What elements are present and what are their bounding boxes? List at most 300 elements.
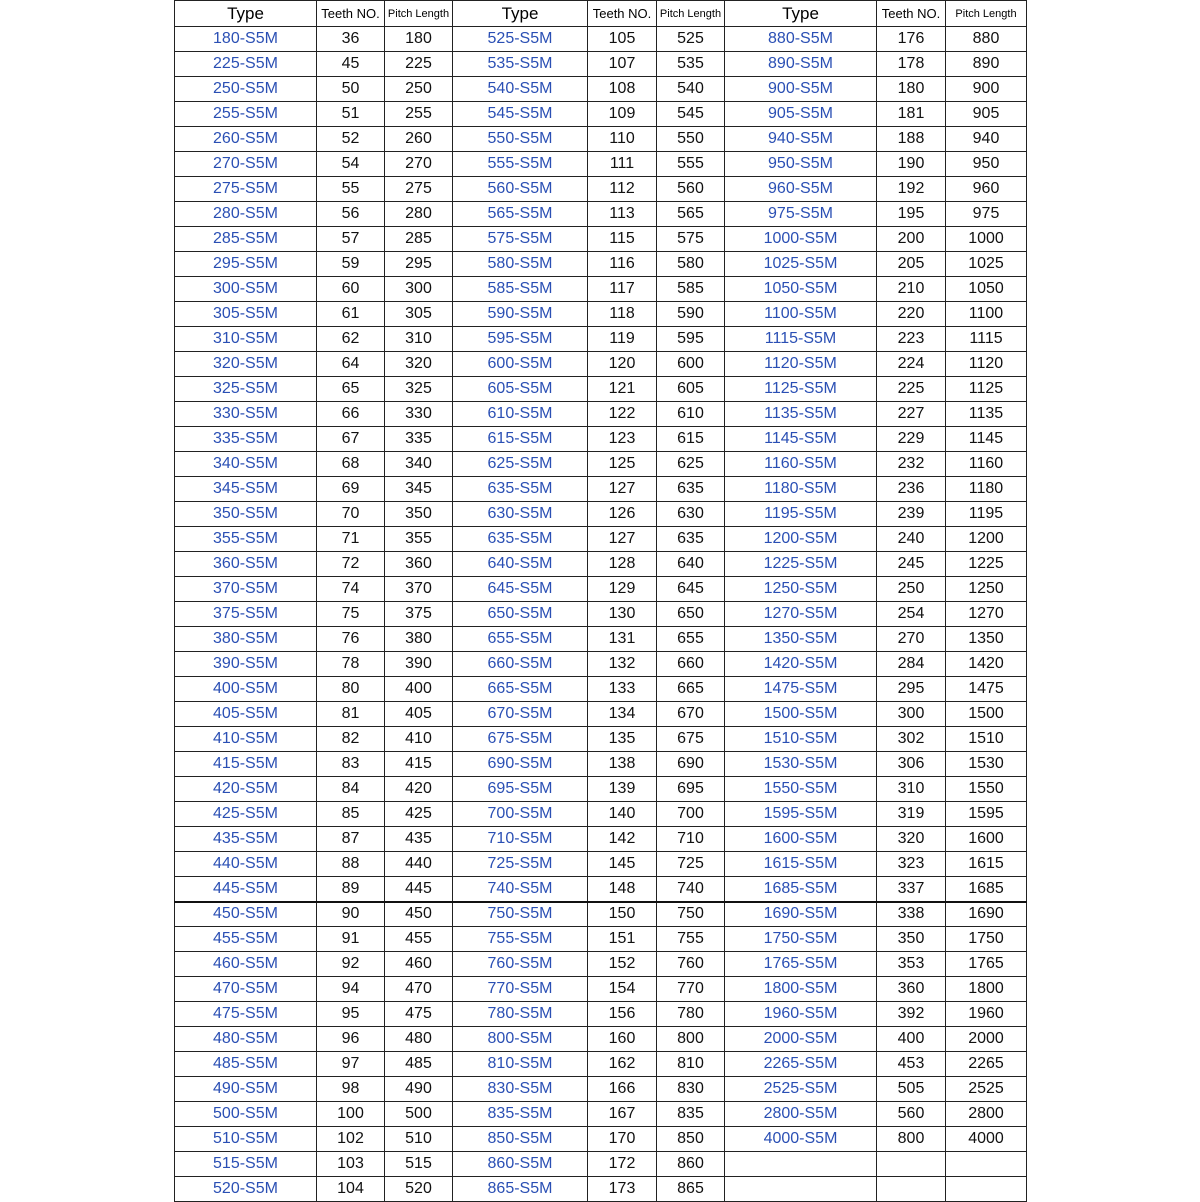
cell-type-group3 xyxy=(725,1177,877,1202)
cell-type-group1: 480-S5M xyxy=(175,1027,317,1052)
cell-pitch-group2: 700 xyxy=(657,802,725,827)
cell-type-group2: 590-S5M xyxy=(453,302,588,327)
cell-pitch-group3: 1800 xyxy=(946,977,1027,1002)
cell-teeth-group3: 245 xyxy=(877,552,946,577)
cell-type-group1: 405-S5M xyxy=(175,702,317,727)
table-row xyxy=(175,1127,1027,1152)
cell-pitch-group2: 610 xyxy=(657,402,725,427)
cell-teeth-group3: 176 xyxy=(877,27,946,52)
cell-pitch-group2: 615 xyxy=(657,427,725,452)
cell-type-group3: 1120-S5M xyxy=(725,352,877,377)
cell-type-group3: 2000-S5M xyxy=(725,1027,877,1052)
cell-pitch-group1: 255 xyxy=(385,102,453,127)
cell-type-group2: 710-S5M xyxy=(453,827,588,852)
table-row xyxy=(175,1002,1027,1027)
cell-teeth-group2: 148 xyxy=(588,877,657,902)
cell-type-group1: 390-S5M xyxy=(175,652,317,677)
col-header-type-2: Type xyxy=(453,1,588,27)
cell-pitch-group1: 470 xyxy=(385,977,453,1002)
cell-type-group1: 440-S5M xyxy=(175,852,317,877)
cell-pitch-group2: 740 xyxy=(657,877,725,902)
cell-teeth-group1: 50 xyxy=(317,77,385,102)
cell-pitch-group1: 310 xyxy=(385,327,453,352)
cell-teeth-group3: 227 xyxy=(877,402,946,427)
cell-teeth-group2: 127 xyxy=(588,527,657,552)
cell-teeth-group3: 229 xyxy=(877,427,946,452)
cell-type-group2: 670-S5M xyxy=(453,702,588,727)
cell-pitch-group3: 1685 xyxy=(946,877,1027,902)
cell-pitch-group2: 560 xyxy=(657,177,725,202)
cell-pitch-group3: 1615 xyxy=(946,852,1027,877)
cell-pitch-group1: 295 xyxy=(385,252,453,277)
cell-teeth-group1: 76 xyxy=(317,627,385,652)
cell-pitch-group3: 940 xyxy=(946,127,1027,152)
cell-type-group2: 665-S5M xyxy=(453,677,588,702)
cell-pitch-group2: 635 xyxy=(657,477,725,502)
belt-spec-table-container xyxy=(174,0,1026,1202)
cell-pitch-group1: 360 xyxy=(385,552,453,577)
cell-type-group2: 550-S5M xyxy=(453,127,588,152)
cell-type-group2: 690-S5M xyxy=(453,752,588,777)
cell-teeth-group2: 119 xyxy=(588,327,657,352)
cell-pitch-group2: 695 xyxy=(657,777,725,802)
cell-pitch-group2: 760 xyxy=(657,952,725,977)
cell-teeth-group1: 71 xyxy=(317,527,385,552)
table-row xyxy=(175,277,1027,302)
table-row xyxy=(175,427,1027,452)
cell-type-group3: 1000-S5M xyxy=(725,227,877,252)
cell-pitch-group2: 770 xyxy=(657,977,725,1002)
cell-teeth-group1: 56 xyxy=(317,202,385,227)
cell-type-group3: 1050-S5M xyxy=(725,277,877,302)
table-row xyxy=(175,452,1027,477)
col-header-teeth-2: Teeth NO. xyxy=(588,1,657,27)
cell-type-group1: 260-S5M xyxy=(175,127,317,152)
cell-type-group3: 890-S5M xyxy=(725,52,877,77)
cell-type-group3: 1195-S5M xyxy=(725,502,877,527)
table-row xyxy=(175,1152,1027,1177)
cell-pitch-group1: 490 xyxy=(385,1077,453,1102)
cell-teeth-group2: 129 xyxy=(588,577,657,602)
cell-pitch-group2: 575 xyxy=(657,227,725,252)
table-row xyxy=(175,952,1027,977)
cell-type-group3: 1200-S5M xyxy=(725,527,877,552)
cell-pitch-group3: 1500 xyxy=(946,702,1027,727)
cell-pitch-group3: 1125 xyxy=(946,377,1027,402)
cell-teeth-group2: 162 xyxy=(588,1052,657,1077)
cell-teeth-group2: 160 xyxy=(588,1027,657,1052)
cell-pitch-group1: 275 xyxy=(385,177,453,202)
cell-pitch-group3: 900 xyxy=(946,77,1027,102)
cell-teeth-group2: 110 xyxy=(588,127,657,152)
cell-type-group3: 880-S5M xyxy=(725,27,877,52)
cell-type-group1: 380-S5M xyxy=(175,627,317,652)
cell-type-group3: 2800-S5M xyxy=(725,1102,877,1127)
cell-pitch-group1: 485 xyxy=(385,1052,453,1077)
cell-pitch-group2: 550 xyxy=(657,127,725,152)
cell-pitch-group2: 835 xyxy=(657,1102,725,1127)
cell-teeth-group1: 96 xyxy=(317,1027,385,1052)
cell-teeth-group1: 87 xyxy=(317,827,385,852)
cell-type-group1: 340-S5M xyxy=(175,452,317,477)
cell-teeth-group3: 320 xyxy=(877,827,946,852)
cell-teeth-group2: 133 xyxy=(588,677,657,702)
cell-type-group3: 1510-S5M xyxy=(725,727,877,752)
cell-pitch-group2: 600 xyxy=(657,352,725,377)
cell-teeth-group2: 170 xyxy=(588,1127,657,1152)
cell-teeth-group2: 152 xyxy=(588,952,657,977)
cell-type-group2: 575-S5M xyxy=(453,227,588,252)
table-row xyxy=(175,752,1027,777)
cell-teeth-group1: 104 xyxy=(317,1177,385,1202)
table-row xyxy=(175,477,1027,502)
cell-teeth-group2: 140 xyxy=(588,802,657,827)
cell-teeth-group1: 81 xyxy=(317,702,385,727)
cell-pitch-group2: 780 xyxy=(657,1002,725,1027)
cell-teeth-group2: 156 xyxy=(588,1002,657,1027)
cell-type-group1: 510-S5M xyxy=(175,1127,317,1152)
cell-teeth-group3: 239 xyxy=(877,502,946,527)
cell-pitch-group1: 480 xyxy=(385,1027,453,1052)
cell-teeth-group2: 130 xyxy=(588,602,657,627)
cell-teeth-group3: 338 xyxy=(877,902,946,927)
cell-type-group3: 1800-S5M xyxy=(725,977,877,1002)
cell-pitch-group2: 710 xyxy=(657,827,725,852)
cell-pitch-group3: 1225 xyxy=(946,552,1027,577)
cell-type-group1: 320-S5M xyxy=(175,352,317,377)
cell-pitch-group3: 1050 xyxy=(946,277,1027,302)
cell-pitch-group3: 975 xyxy=(946,202,1027,227)
cell-pitch-group2: 655 xyxy=(657,627,725,652)
cell-type-group1: 295-S5M xyxy=(175,252,317,277)
cell-teeth-group3: 200 xyxy=(877,227,946,252)
cell-type-group1: 355-S5M xyxy=(175,527,317,552)
cell-teeth-group1: 85 xyxy=(317,802,385,827)
cell-teeth-group1: 74 xyxy=(317,577,385,602)
table-row xyxy=(175,52,1027,77)
cell-teeth-group3 xyxy=(877,1152,946,1177)
cell-teeth-group1: 82 xyxy=(317,727,385,752)
cell-type-group2: 660-S5M xyxy=(453,652,588,677)
cell-pitch-group3: 1135 xyxy=(946,402,1027,427)
col-header-pitch-1: Pitch Length xyxy=(385,1,453,27)
cell-type-group2: 695-S5M xyxy=(453,777,588,802)
cell-pitch-group3: 1195 xyxy=(946,502,1027,527)
cell-type-group2: 640-S5M xyxy=(453,552,588,577)
cell-type-group2: 595-S5M xyxy=(453,327,588,352)
cell-type-group2: 600-S5M xyxy=(453,352,588,377)
table-row xyxy=(175,852,1027,877)
cell-type-group3: 1180-S5M xyxy=(725,477,877,502)
table-row xyxy=(175,77,1027,102)
cell-pitch-group3: 2525 xyxy=(946,1077,1027,1102)
cell-type-group2: 605-S5M xyxy=(453,377,588,402)
cell-pitch-group2: 585 xyxy=(657,277,725,302)
cell-type-group3: 1475-S5M xyxy=(725,677,877,702)
cell-pitch-group3 xyxy=(946,1152,1027,1177)
cell-type-group2: 540-S5M xyxy=(453,77,588,102)
cell-pitch-group3: 4000 xyxy=(946,1127,1027,1152)
cell-teeth-group1: 80 xyxy=(317,677,385,702)
table-row xyxy=(175,727,1027,752)
cell-pitch-group2: 690 xyxy=(657,752,725,777)
table-row xyxy=(175,377,1027,402)
cell-pitch-group3: 2800 xyxy=(946,1102,1027,1127)
cell-pitch-group1: 325 xyxy=(385,377,453,402)
cell-pitch-group1: 225 xyxy=(385,52,453,77)
cell-type-group1: 415-S5M xyxy=(175,752,317,777)
table-row xyxy=(175,252,1027,277)
table-row xyxy=(175,1077,1027,1102)
cell-teeth-group2: 166 xyxy=(588,1077,657,1102)
cell-type-group1: 485-S5M xyxy=(175,1052,317,1077)
cell-teeth-group1: 69 xyxy=(317,477,385,502)
table-row xyxy=(175,827,1027,852)
cell-type-group2: 555-S5M xyxy=(453,152,588,177)
cell-type-group2: 835-S5M xyxy=(453,1102,588,1127)
cell-type-group2: 635-S5M xyxy=(453,477,588,502)
cell-type-group3: 1690-S5M xyxy=(725,902,877,927)
cell-type-group1: 225-S5M xyxy=(175,52,317,77)
cell-teeth-group1: 52 xyxy=(317,127,385,152)
cell-teeth-group2: 138 xyxy=(588,752,657,777)
table-row xyxy=(175,1177,1027,1202)
cell-pitch-group2: 525 xyxy=(657,27,725,52)
cell-teeth-group2: 154 xyxy=(588,977,657,1002)
cell-type-group3: 1750-S5M xyxy=(725,927,877,952)
cell-teeth-group1: 54 xyxy=(317,152,385,177)
cell-pitch-group1: 270 xyxy=(385,152,453,177)
cell-pitch-group1: 515 xyxy=(385,1152,453,1177)
cell-type-group3: 1685-S5M xyxy=(725,877,877,902)
cell-teeth-group3: 310 xyxy=(877,777,946,802)
cell-pitch-group3: 1960 xyxy=(946,1002,1027,1027)
cell-teeth-group3: 225 xyxy=(877,377,946,402)
cell-type-group2: 780-S5M xyxy=(453,1002,588,1027)
cell-type-group2: 750-S5M xyxy=(453,902,588,927)
cell-pitch-group2: 675 xyxy=(657,727,725,752)
cell-type-group3: 1225-S5M xyxy=(725,552,877,577)
cell-type-group2: 525-S5M xyxy=(453,27,588,52)
cell-teeth-group2: 127 xyxy=(588,477,657,502)
cell-pitch-group2: 850 xyxy=(657,1127,725,1152)
cell-type-group1: 370-S5M xyxy=(175,577,317,602)
cell-teeth-group2: 132 xyxy=(588,652,657,677)
cell-pitch-group1: 455 xyxy=(385,927,453,952)
cell-type-group1: 490-S5M xyxy=(175,1077,317,1102)
cell-type-group2: 865-S5M xyxy=(453,1177,588,1202)
cell-pitch-group3: 1550 xyxy=(946,777,1027,802)
cell-teeth-group2: 139 xyxy=(588,777,657,802)
col-header-pitch-3: Pitch Length xyxy=(946,1,1027,27)
cell-teeth-group1: 88 xyxy=(317,852,385,877)
cell-teeth-group3: 220 xyxy=(877,302,946,327)
cell-pitch-group2: 810 xyxy=(657,1052,725,1077)
cell-teeth-group1: 70 xyxy=(317,502,385,527)
cell-pitch-group2: 650 xyxy=(657,602,725,627)
cell-type-group3: 1960-S5M xyxy=(725,1002,877,1027)
cell-type-group1: 410-S5M xyxy=(175,727,317,752)
cell-teeth-group3: 232 xyxy=(877,452,946,477)
cell-teeth-group3: 295 xyxy=(877,677,946,702)
cell-teeth-group1: 83 xyxy=(317,752,385,777)
col-header-teeth-1: Teeth NO. xyxy=(317,1,385,27)
cell-type-group3: 975-S5M xyxy=(725,202,877,227)
cell-type-group2: 725-S5M xyxy=(453,852,588,877)
cell-type-group1: 520-S5M xyxy=(175,1177,317,1202)
cell-type-group3: 900-S5M xyxy=(725,77,877,102)
cell-type-group1: 375-S5M xyxy=(175,602,317,627)
cell-type-group2: 625-S5M xyxy=(453,452,588,477)
cell-type-group1: 500-S5M xyxy=(175,1102,317,1127)
cell-teeth-group3 xyxy=(877,1177,946,1202)
cell-teeth-group2: 134 xyxy=(588,702,657,727)
cell-teeth-group2: 112 xyxy=(588,177,657,202)
cell-pitch-group1: 340 xyxy=(385,452,453,477)
cell-teeth-group1: 100 xyxy=(317,1102,385,1127)
cell-pitch-group3: 2265 xyxy=(946,1052,1027,1077)
cell-type-group1: 515-S5M xyxy=(175,1152,317,1177)
cell-pitch-group1: 435 xyxy=(385,827,453,852)
cell-type-group2: 560-S5M xyxy=(453,177,588,202)
cell-pitch-group1: 500 xyxy=(385,1102,453,1127)
table-row xyxy=(175,152,1027,177)
cell-pitch-group2: 830 xyxy=(657,1077,725,1102)
cell-teeth-group2: 123 xyxy=(588,427,657,452)
cell-type-group3: 940-S5M xyxy=(725,127,877,152)
table-row xyxy=(175,27,1027,52)
cell-type-group2: 760-S5M xyxy=(453,952,588,977)
cell-pitch-group1: 320 xyxy=(385,352,453,377)
cell-teeth-group1: 97 xyxy=(317,1052,385,1077)
cell-type-group3: 1550-S5M xyxy=(725,777,877,802)
cell-teeth-group1: 68 xyxy=(317,452,385,477)
cell-teeth-group3: 453 xyxy=(877,1052,946,1077)
cell-type-group2: 580-S5M xyxy=(453,252,588,277)
cell-teeth-group3: 323 xyxy=(877,852,946,877)
belt-spec-table xyxy=(174,0,1027,1202)
cell-type-group1: 280-S5M xyxy=(175,202,317,227)
cell-type-group1: 435-S5M xyxy=(175,827,317,852)
cell-teeth-group3: 300 xyxy=(877,702,946,727)
cell-type-group2: 615-S5M xyxy=(453,427,588,452)
cell-teeth-group3: 319 xyxy=(877,802,946,827)
cell-type-group1: 425-S5M xyxy=(175,802,317,827)
cell-teeth-group3: 180 xyxy=(877,77,946,102)
cell-teeth-group3: 505 xyxy=(877,1077,946,1102)
cell-teeth-group3: 192 xyxy=(877,177,946,202)
cell-type-group1: 445-S5M xyxy=(175,877,317,902)
cell-type-group1: 470-S5M xyxy=(175,977,317,1002)
cell-teeth-group2: 172 xyxy=(588,1152,657,1177)
cell-pitch-group1: 345 xyxy=(385,477,453,502)
cell-teeth-group3: 306 xyxy=(877,752,946,777)
table-row xyxy=(175,977,1027,1002)
cell-teeth-group2: 116 xyxy=(588,252,657,277)
cell-pitch-group2: 670 xyxy=(657,702,725,727)
cell-type-group2: 755-S5M xyxy=(453,927,588,952)
cell-pitch-group3: 1530 xyxy=(946,752,1027,777)
cell-teeth-group2: 131 xyxy=(588,627,657,652)
cell-type-group3: 1145-S5M xyxy=(725,427,877,452)
cell-pitch-group1: 335 xyxy=(385,427,453,452)
cell-type-group1: 285-S5M xyxy=(175,227,317,252)
cell-pitch-group2: 645 xyxy=(657,577,725,602)
cell-teeth-group3: 254 xyxy=(877,602,946,627)
cell-teeth-group1: 98 xyxy=(317,1077,385,1102)
cell-pitch-group1: 410 xyxy=(385,727,453,752)
cell-pitch-group3: 1100 xyxy=(946,302,1027,327)
col-header-type-1: Type xyxy=(175,1,317,27)
cell-type-group3: 1160-S5M xyxy=(725,452,877,477)
cell-type-group3: 1615-S5M xyxy=(725,852,877,877)
table-row xyxy=(175,702,1027,727)
cell-type-group1: 455-S5M xyxy=(175,927,317,952)
cell-pitch-group3: 960 xyxy=(946,177,1027,202)
cell-pitch-group2: 590 xyxy=(657,302,725,327)
cell-teeth-group1: 45 xyxy=(317,52,385,77)
cell-teeth-group2: 125 xyxy=(588,452,657,477)
cell-type-group1: 275-S5M xyxy=(175,177,317,202)
cell-pitch-group1: 390 xyxy=(385,652,453,677)
table-row xyxy=(175,552,1027,577)
table-row xyxy=(175,327,1027,352)
cell-pitch-group3: 1750 xyxy=(946,927,1027,952)
cell-teeth-group3: 236 xyxy=(877,477,946,502)
cell-teeth-group3: 360 xyxy=(877,977,946,1002)
cell-teeth-group2: 108 xyxy=(588,77,657,102)
cell-pitch-group1: 280 xyxy=(385,202,453,227)
cell-pitch-group2: 750 xyxy=(657,902,725,927)
table-row xyxy=(175,652,1027,677)
cell-teeth-group1: 60 xyxy=(317,277,385,302)
cell-type-group3: 2265-S5M xyxy=(725,1052,877,1077)
cell-type-group2: 635-S5M xyxy=(453,527,588,552)
cell-type-group3: 2525-S5M xyxy=(725,1077,877,1102)
cell-type-group1: 450-S5M xyxy=(175,902,317,927)
cell-pitch-group1: 405 xyxy=(385,702,453,727)
cell-type-group1: 400-S5M xyxy=(175,677,317,702)
cell-pitch-group2: 555 xyxy=(657,152,725,177)
cell-pitch-group2: 660 xyxy=(657,652,725,677)
cell-pitch-group2: 580 xyxy=(657,252,725,277)
cell-teeth-group2: 118 xyxy=(588,302,657,327)
cell-pitch-group3: 1200 xyxy=(946,527,1027,552)
cell-teeth-group1: 59 xyxy=(317,252,385,277)
cell-type-group2: 675-S5M xyxy=(453,727,588,752)
cell-teeth-group2: 150 xyxy=(588,902,657,927)
cell-pitch-group1: 400 xyxy=(385,677,453,702)
cell-pitch-group3: 905 xyxy=(946,102,1027,127)
cell-teeth-group1: 57 xyxy=(317,227,385,252)
cell-type-group3: 1135-S5M xyxy=(725,402,877,427)
cell-pitch-group1: 355 xyxy=(385,527,453,552)
cell-type-group3: 1765-S5M xyxy=(725,952,877,977)
cell-teeth-group1: 61 xyxy=(317,302,385,327)
cell-pitch-group1: 510 xyxy=(385,1127,453,1152)
cell-teeth-group1: 92 xyxy=(317,952,385,977)
cell-type-group3 xyxy=(725,1152,877,1177)
cell-teeth-group3: 195 xyxy=(877,202,946,227)
cell-pitch-group1: 440 xyxy=(385,852,453,877)
cell-pitch-group3: 880 xyxy=(946,27,1027,52)
cell-teeth-group3: 337 xyxy=(877,877,946,902)
cell-pitch-group2: 800 xyxy=(657,1027,725,1052)
cell-type-group2: 850-S5M xyxy=(453,1127,588,1152)
cell-pitch-group1: 250 xyxy=(385,77,453,102)
cell-type-group1: 345-S5M xyxy=(175,477,317,502)
cell-pitch-group3: 1180 xyxy=(946,477,1027,502)
